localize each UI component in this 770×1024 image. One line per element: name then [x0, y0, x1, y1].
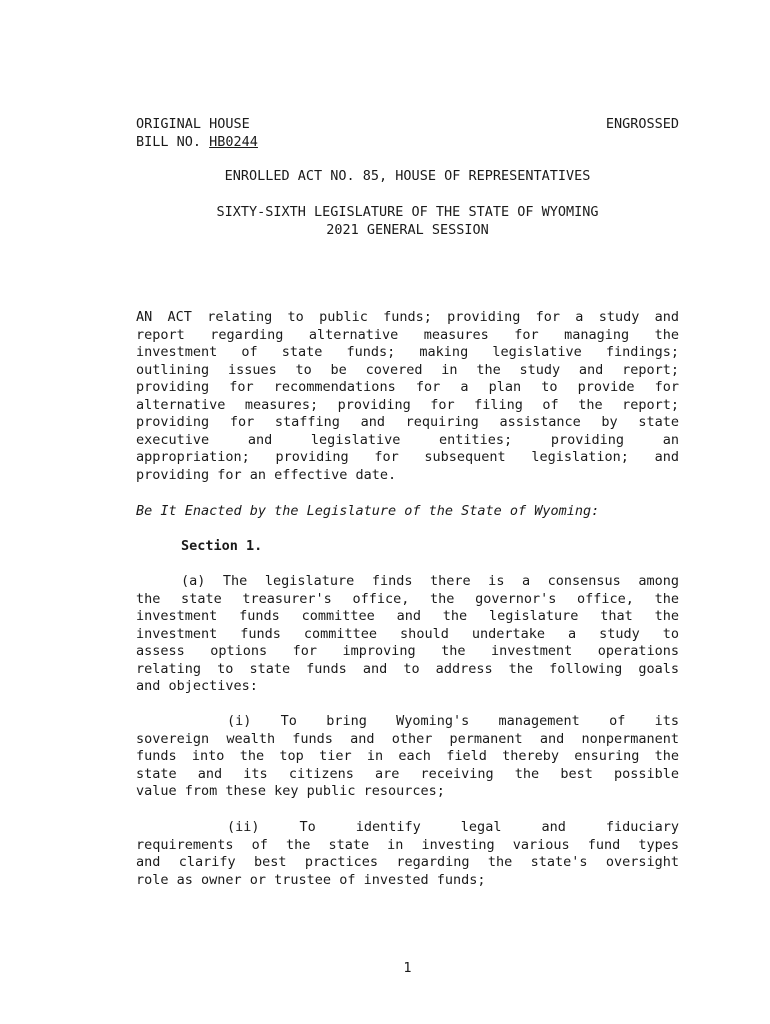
bill-header: [136, 116, 679, 151]
title-line: investment of state funds; making legislative findings;: [136, 344, 679, 360]
paragraph-line: role as owner or trustee of invested funds;: [136, 871, 486, 888]
title-line: providing for an effective date.: [136, 466, 397, 483]
session-line: 2021 GENERAL SESSION: [326, 221, 489, 238]
paragraph-line: and clarify best practices regarding the state's oversight: [136, 854, 679, 870]
title-line: alternative measures; providing for filing of the report;: [136, 396, 679, 413]
title-line: AN ACT relating to public funds; providing for a study and: [136, 309, 679, 325]
paragraph-line: investment funds committee should undertake a study to: [136, 625, 679, 642]
title-line: providing for staffing and requiring assistance by state: [136, 414, 679, 430]
paragraph-line: state and its citizens are receiving the best possible: [136, 765, 679, 782]
title-line: executive and legislative entities; providing an: [136, 431, 679, 448]
paragraph-a: [136, 573, 679, 696]
paragraph-line: requirements of the state in investing various fund types: [136, 836, 679, 853]
paragraph-line: funds into the top tier in each field thereby ensuring the: [136, 748, 679, 764]
paragraph-line: the state treasurer's office, the governor's office, the: [136, 590, 679, 607]
engrossed-label: ENGROSSED: [605, 116, 679, 132]
paragraph-line: relating to state funds and to address the following goals: [136, 660, 679, 677]
paragraph-line: sovereign wealth funds and other permanent and nonpermanent: [136, 730, 679, 747]
title-line: appropriation; providing for subsequent legislation; and: [136, 449, 679, 465]
title-line: report regarding alternative measures for managing the: [136, 326, 679, 343]
title-line: providing for recommendations for a plan to provide for: [136, 379, 679, 395]
bill-number: HB0244: [209, 133, 258, 150]
paragraph-line: value from these key public resources;: [136, 783, 445, 799]
section-heading: Section 1.: [181, 538, 263, 554]
paragraph-line: (a) The legislature finds there is a consensus among: [181, 573, 679, 589]
legislature-line: SIXTY-SIXTH LEGISLATURE OF THE STATE OF WYOMING: [216, 204, 599, 220]
paragraph-line: (i) To bring Wyoming's management of its: [227, 713, 679, 729]
title-line: outlining issues to be covered in the study and report;: [136, 361, 679, 378]
enacting-clause: Be It Enacted by the Legislature of the State of Wyoming:: [136, 503, 600, 519]
act-title: [136, 309, 679, 484]
paragraph-line: investment funds committee and the legislature that the: [136, 608, 679, 624]
paragraph-line: assess options for improving the investment operations: [136, 643, 679, 659]
enrolled-act-line: ENROLLED ACT NO. 85, HOUSE OF REPRESENTATIVES: [224, 168, 591, 184]
bill-number-label: BILL NO.: [136, 133, 210, 150]
paragraph-line: and objectives:: [136, 678, 258, 694]
page-number: 1: [403, 960, 412, 976]
paragraph-ii: [136, 819, 679, 889]
paragraph-i: [136, 713, 679, 801]
paragraph-line: (ii) To identify legal and fiduciary: [227, 819, 679, 835]
original-house-label: ORIGINAL HOUSE: [136, 116, 250, 132]
